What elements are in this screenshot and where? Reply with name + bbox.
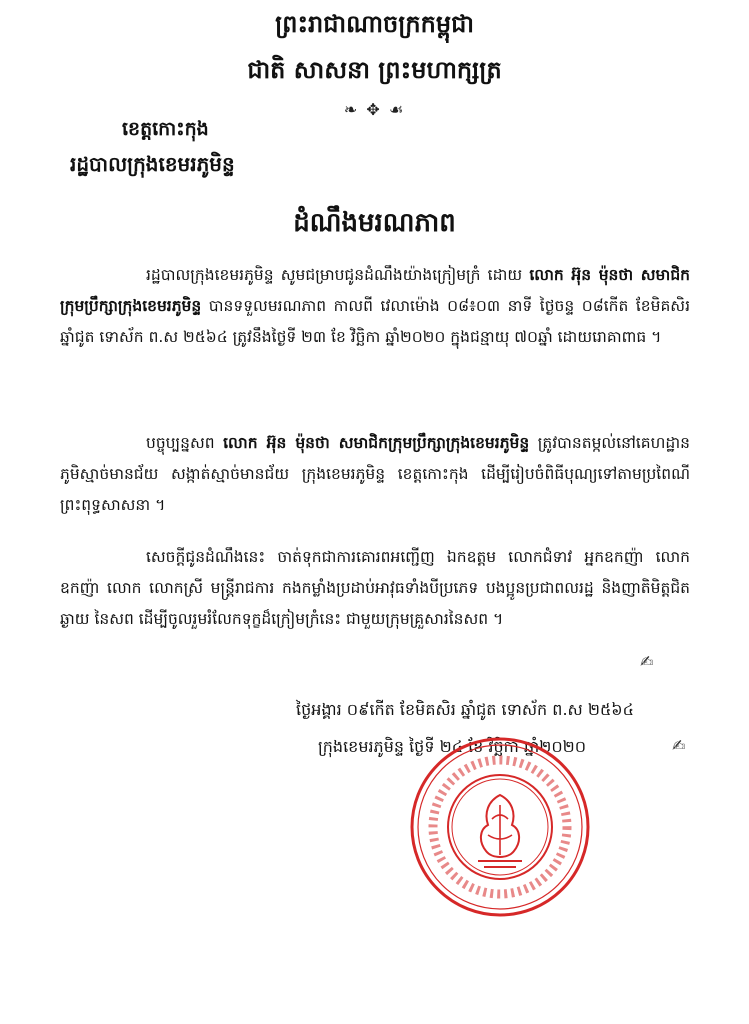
p2-text-a: បច្ចុប្បន្នសព [146,434,224,452]
p2-text-b: ត្រូវបានតម្កល់នៅគេហដ្ឋាន ភូមិស្មាច់មានជ័យ សង្កាត់ស្មាច់មានជ័យ ក្រុងខេមរភូមិន្ទ ខេត្តកោះកុង ដើម្បីរៀបចំពិធីបុណ្យទៅតាមប្រពៃណីព្រះពុទ្ធសាសនា ។ [60,434,690,514]
p1-text-b: បានទទួលមរណភាព កាលពី វេលាម៉ោង ០៨៖០៣ នាទី ថ្ងៃចន្ទ ០៨កើត ខែមិគសិរ ឆ្នាំជូត ទោស័ក ព.ស ២៥៦៤ ត្រូវនឹងថ្ងៃទី ២៣ ខែ វិច្ឆិកា ឆ្នាំ២០២០ ក្នុងជន្មាយុ ៧០ឆ្នាំ ដោយរោគាពាធ ។ [60,297,690,346]
deceased-name-repeat: លោក អ៊ុន ម៉ុនថា សមាជិកក្រុមប្រឹក្សាក្រុងខេមរភូមិន្ទ [223,434,530,452]
p3-text: សេចក្តីជូនដំណឹងនេះ ចាត់ទុកជាការគោរពអញ្ជើញ ឯកឧត្តម លោកជំទាវ អ្នកឧកញ៉ា លោកឧកញ៉ា លោក លោកស្រី មន្ត្រីរាជការ កងកម្លាំងប្រដាប់អាវុធទាំងបីប្រភេទ បងប្អូនប្រជាពលរដ្ឋ និងញាតិមិត្តជិតឆ្ងាយ នៃសព ដើម្បីចូលរួមរំលែកទុក្ខដ៏ក្រៀមក្រំនេះ ជាមួយក្រុមគ្រួសារនៃសព ។ [60,548,690,628]
national-motto-line2: ជាតិ សាសនា ព្រះមហាក្សត្រ [247,56,502,84]
deceased-name: លោក អ៊ុន ម៉ុនថា សមាជិកក្រុមប្រឹក្សាក្រុងខេមរភូមិន្ទ [60,266,690,315]
paragraph-invitation [60,542,690,635]
solar-date: ក្រុងខេមរភូមិន្ទ ថ្ងៃទី ២៤ ខែ វិច្ឆិកា ឆ្នាំ២០២០ [318,737,587,756]
province-name: ខេត្តកោះកុង [122,118,209,140]
administration-name: រដ្ឋបាលក្រុងខេមរភូមិន្ទ [70,152,235,176]
paragraph-location [60,428,690,521]
paragraph-announcement [60,260,690,353]
decorative-ornament: ❧ ✥ ☙ [343,100,406,119]
p1-text-a: រដ្ឋបាលក្រុងខេមរភូមិន្ទ សូមជម្រាបជូនដំណឹងយ៉ាងក្រៀមក្រំ ដោយ [146,266,530,284]
handwritten-initials-2: ✍ [672,736,686,755]
lunar-date: ថ្ងៃអង្គារ ០៩កើត ខែមិគសិរ ឆ្នាំជូត ទោស័ក ព.ស ២៥៦៤ [296,700,634,719]
official-seal-icon [408,735,592,919]
national-motto-line1: ព្រះរាជាណាចក្រកម្ពុជា [275,10,474,38]
document-title: ដំណឹងមរណភាព [293,208,456,238]
handwritten-initials: ✍ [640,652,654,671]
